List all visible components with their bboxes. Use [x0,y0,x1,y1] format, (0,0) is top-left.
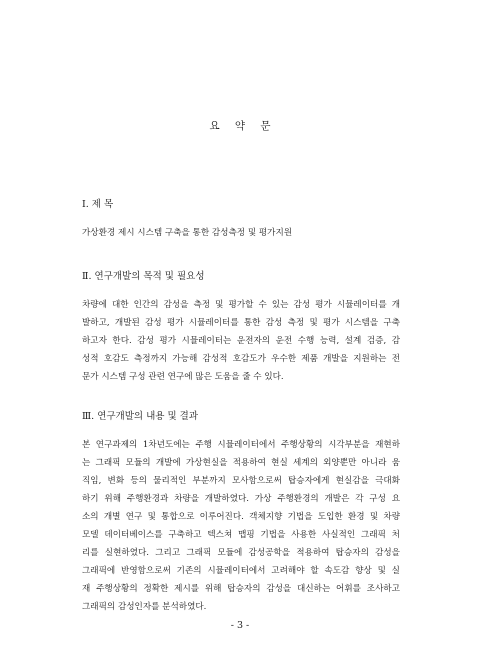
section-3-line: 본 연구과제의 1차년도에는 주행 시뮬레이터에서 주행상황의 시각부분을 재현하 [82,440,400,450]
section-3-line: 재 주행상황의 정확한 제시를 위해 탑승자의 감성을 대신하는 어휘를 조사하고 [82,584,400,594]
section-3-line: 하기 위해 주행환경과 차량을 개발하였다. 가상 주행환경의 개발은 각 구성 요 [82,494,400,504]
section-2-heading: Ⅱ. 연구개발의 목적 및 필요성 [82,271,205,282]
section-2-line: 차량에 대한 인간의 감성을 측정 및 평가할 수 있는 감성 평가 시뮬레이터를 개 [82,300,400,310]
page-title: 요 약 문 [209,120,271,132]
section-2-line: 성적 호감도 측정까지 가능해 감성적 호감도가 우수한 제품 개발을 지원하는 전 [82,354,400,364]
section-2-line: 하고자 한다. 감성 평가 시뮬레이터는 운전자의 운전 수행 능력, 설계 검증, 감 [82,336,400,346]
section-3-line: 직임, 변화 등의 물리적인 부분까지 모사함으로써 탑승자에게 현실감을 극대화 [82,476,400,486]
section-3-heading: Ⅲ. 연구개발의 내용 및 결과 [82,411,199,422]
section-1-heading: Ⅰ. 제 목 [82,199,114,210]
section-3-line: 는 그래픽 모듈의 개발에 가상현실을 적용하여 현실 세계의 외양뿐만 아니라 움 [82,458,400,468]
section-3-line: 소의 개별 연구 및 통합으로 이루어진다. 객체지향 기법을 도입한 환경 및 차량 [82,512,400,522]
section-3-line: 그래픽에 반영함으로써 기존의 시뮬레이터에서 고려해야 할 속도감 향상 및 실 [82,566,400,576]
page-number: - 3 - [230,620,250,631]
section-3-line: 그래픽의 감성인자를 분석하였다. [82,602,207,612]
section-2-line: 문가 시스템 구성 관련 연구에 많은 도움을 줄 수 있다. [82,372,284,382]
section-1-line: 가상환경 제시 시스템 구축을 통한 감성측정 및 평가지원 [82,228,293,238]
section-3-line: 모델 데이터베이스를 구축하고 텍스쳐 맵핑 기법을 사용한 사실적인 그래픽 처 [82,530,400,540]
section-3-line: 리를 실현하였다. 그리고 그래픽 모듈에 감성공학을 적용하여 탑승자의 감성을 [82,548,400,558]
section-2-line: 발하고, 개발된 감성 평가 시뮬레이터를 통한 감성 측정 및 평가 시스템을 구축 [82,318,400,328]
